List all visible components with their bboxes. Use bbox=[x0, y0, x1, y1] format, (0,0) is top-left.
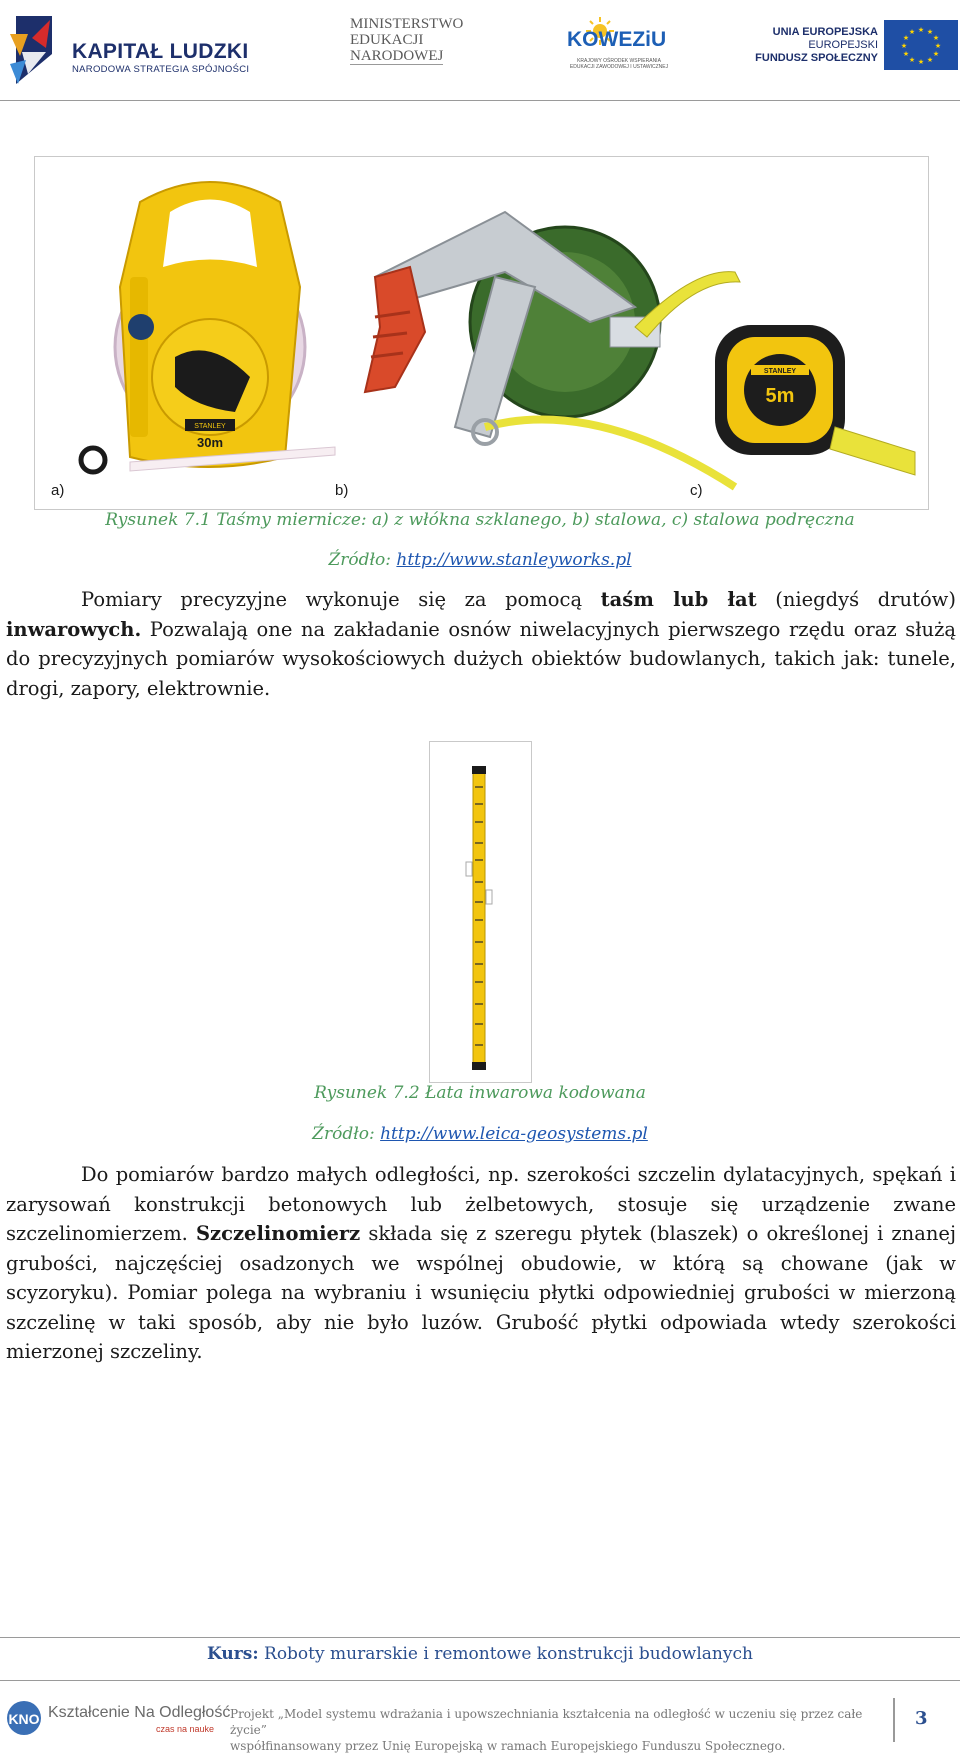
svg-text:★: ★ bbox=[917, 26, 925, 34]
svg-text:KNO: KNO bbox=[8, 1711, 40, 1727]
svg-text:★: ★ bbox=[900, 42, 908, 50]
figure-1-caption: Rysunek 7.1 Taśmy miernicze: a) z włókna szklanego, b) stalowa, c) stalowa podręczna bbox=[105, 510, 855, 530]
kno-subtitle: czas na nauke bbox=[156, 1724, 215, 1734]
page-header bbox=[0, 0, 960, 101]
figure-1-source bbox=[0, 550, 960, 570]
koweziu-subtitle: KRAJOWY OŚRODEK WSPIERANIA EDUKACJI ZAWODOWEJ I USTAWICZNEJ bbox=[569, 58, 669, 70]
figure-2-source-link[interactable]: http://www.leica-geosystems.pl bbox=[380, 1124, 648, 1144]
figure-1-source-link[interactable]: http://www.stanleyworks.pl bbox=[396, 550, 632, 570]
svg-text:★: ★ bbox=[932, 50, 940, 58]
footer-separator bbox=[893, 1698, 895, 1742]
svg-text:★: ★ bbox=[908, 56, 916, 64]
label-a: a) bbox=[51, 482, 65, 499]
eu-line-2: EUROPEJSKI bbox=[808, 39, 878, 51]
svg-text:★: ★ bbox=[908, 28, 916, 36]
p1-bold-1: taśm lub łat bbox=[600, 588, 757, 611]
kno-emblem-icon bbox=[6, 1700, 42, 1736]
tape-c-pocket bbox=[690, 325, 915, 499]
course-label: Kurs: bbox=[207, 1644, 259, 1664]
kno-logo bbox=[6, 1698, 231, 1742]
p1-text-3: Pozwalają one na zakładanie osnów niwelacyjnych pierwszego rzędu oraz służą do precyzyjnych pomiarów wysokościowych dużych obiektów budowlanych, takich jak: tunele, drogi, zapory, elektrownie. bbox=[6, 617, 956, 700]
svg-text:★: ★ bbox=[902, 34, 910, 42]
kapital-ludzki-emblem-icon bbox=[6, 8, 66, 88]
eu-flag-icon bbox=[884, 20, 958, 70]
tape-a-fiberglass bbox=[51, 182, 335, 499]
figure-2-source-prefix: Źródło: bbox=[312, 1124, 381, 1144]
kapital-ludzki-title: KAPITAŁ LUDZKI bbox=[72, 40, 249, 63]
men-line-1: MINISTERSTWO bbox=[350, 16, 464, 32]
project-line-1: Projekt „Model systemu wdrażania i upowszechniania kształcenia na odległość w uczeniu się przez całe życie” bbox=[230, 1707, 863, 1737]
svg-text:★: ★ bbox=[934, 42, 942, 50]
koweziu-title: KOWEZiU bbox=[567, 28, 667, 51]
koweziu-logo bbox=[565, 18, 675, 78]
paragraph-crack-gauge bbox=[6, 1160, 956, 1367]
invar-staff-illustration bbox=[430, 742, 531, 1082]
svg-text:★: ★ bbox=[917, 58, 925, 66]
label-b: b) bbox=[335, 482, 349, 499]
p2-text-2: składa się z szeregu płytek (blaszek) o określonej i znanej grubości, najczęściej osadzonych we wspólnej obudowie, w którą są chowane (jak w scyzoryku). Pomiar polega na wybraniu i wsunięciu płytki odpowiedniej grubości w mierzoną szczelinę w taki sposób, aby nie było luzów. Grubość płytki odpowiada wtedy szerokości mierzonej szczeliny. bbox=[6, 1222, 956, 1363]
footer-divider-top bbox=[0, 1637, 960, 1638]
course-name: Roboty murarskie i remontowe konstrukcji budowlanych bbox=[258, 1644, 753, 1664]
measuring-tapes-illustration bbox=[35, 157, 928, 509]
figure-2-source bbox=[0, 1124, 960, 1144]
eu-line-3: FUNDUSZ SPOŁECZNY bbox=[755, 52, 878, 64]
svg-text:★: ★ bbox=[926, 56, 934, 64]
men-line-2: EDUKACJI bbox=[350, 32, 424, 48]
p2-bold-1: Szczelinomierz bbox=[195, 1222, 361, 1245]
course-title bbox=[0, 1644, 960, 1664]
eu-text bbox=[755, 26, 878, 65]
footer-divider-bottom bbox=[0, 1680, 960, 1681]
kapital-ludzki-logo bbox=[6, 8, 250, 88]
tape-a-size: 30m bbox=[196, 435, 224, 450]
p1-text-1: Pomiary precyzyjne wykonuje się za pomocą bbox=[81, 588, 601, 611]
figure-2-invar-staff bbox=[429, 741, 532, 1083]
kapital-ludzki-subtitle: NARODOWA STRATEGIA SPÓJNOŚCI bbox=[72, 64, 250, 75]
tape-c-brand: STANLEY bbox=[763, 368, 797, 375]
p2-text-1: Do pomiarów bardzo małych odległości, np. szerokości szczelin dylatacyjnych, spękań i zarysowań konstrukcji betonowych lub żelbetowych, stosuje się urządzenie zwane szczelinomierzem. bbox=[6, 1163, 956, 1245]
men-logo bbox=[350, 16, 500, 76]
tape-b-steel bbox=[335, 212, 740, 499]
svg-text:★: ★ bbox=[902, 50, 910, 58]
p1-text-2: (niegdyś drutów) bbox=[756, 588, 956, 611]
figure-1-source-prefix: Źródło: bbox=[328, 550, 397, 570]
svg-text:★: ★ bbox=[926, 28, 934, 36]
figure-2-caption: Rysunek 7.2 Łata inwarowa kodowana bbox=[314, 1083, 646, 1103]
svg-text:★: ★ bbox=[932, 34, 940, 42]
kno-title: Kształcenie Na Odległość bbox=[48, 1704, 231, 1721]
eu-line-1: UNIA EUROPEJSKA bbox=[772, 26, 878, 38]
project-line-2: współfinansowany przez Unię Europejską w ramach Europejskiego Funduszu Społecznego. bbox=[230, 1739, 786, 1753]
tape-c-size: 5m bbox=[765, 385, 795, 407]
figure-1-measuring-tapes bbox=[34, 156, 929, 510]
p1-bold-2: inwarowych. bbox=[6, 617, 142, 641]
page-number: 3 bbox=[915, 1708, 928, 1729]
label-c: c) bbox=[690, 482, 703, 499]
tape-a-brand: STANLEY bbox=[194, 423, 226, 430]
paragraph-inwar-tapes bbox=[6, 585, 956, 703]
eu-logo bbox=[755, 20, 960, 76]
men-line-3: NARODOWEJ bbox=[350, 48, 444, 64]
